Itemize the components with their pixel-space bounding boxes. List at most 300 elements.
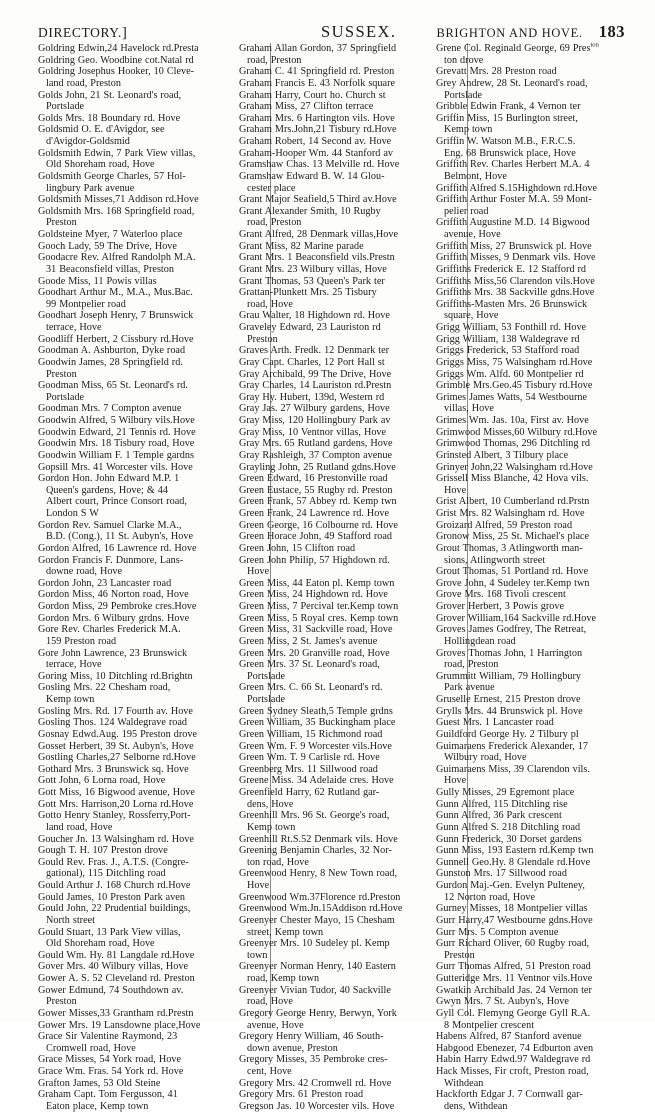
entry-line-cont: Preston: [46, 368, 77, 380]
directory-entry: [239, 485, 426, 497]
entry-line-first: Guest Mrs. 1 Lancaster road: [436, 717, 554, 729]
entry-line-first: Grevatt Mrs. 28 Preston road: [436, 66, 557, 78]
directory-entry: [239, 531, 426, 543]
entry-line-first: Goodliff Herbert, 2 Cissbury rd.Hove: [38, 333, 194, 345]
directory-entry: [239, 43, 426, 66]
directory-entry: [38, 578, 229, 590]
directory-entry: [239, 764, 426, 776]
directory-entry: [436, 1043, 630, 1055]
directory-entry: [38, 729, 229, 741]
directory-entry: [239, 624, 426, 636]
entry-line-first: Greenyer Vivian Tudor, 40 Sackville: [239, 984, 391, 996]
directory-entry: [436, 589, 630, 601]
directory-entry: [38, 1020, 229, 1032]
directory-entry: [436, 613, 630, 625]
entry-line-first: Goring Miss, 10 Ditchling rd.Brightn: [38, 670, 193, 682]
entry-line-first: Gower A. S. 52 Cleveland rd. Preston: [38, 973, 195, 984]
directory-entry: [38, 601, 229, 613]
entry-line-first: Greenberg Mrs. 11 Sillwood road: [239, 763, 378, 775]
entry-line-first: Habgood Ebenezer, 74 Edburton aven: [436, 1042, 594, 1054]
directory-entry: [436, 543, 630, 566]
entry-line-cont: Hove: [247, 880, 270, 891]
directory-entry: [239, 415, 426, 427]
entry-line-first: Gray Charles, 14 Lauriston rd.Prestn: [239, 380, 392, 392]
directory-entry: [436, 462, 630, 474]
entry-line-first: Graham C. 41 Springfield rd. Preston: [239, 66, 395, 78]
directory-entry: [38, 206, 229, 229]
entry-line-cont: road, Preston: [247, 54, 302, 66]
directory-entry: [38, 764, 229, 776]
directory-entry: [239, 1031, 426, 1054]
directory-entry: [436, 438, 630, 450]
directory-entry: [239, 241, 426, 253]
directory-entry: [38, 357, 229, 380]
entry-line-first: Grover William,164 Sackville rd.Hove: [436, 612, 597, 624]
directory-entry: [436, 694, 630, 706]
directory-entry: [38, 787, 229, 799]
entry-line-first: Greene Miss. 34 Adelaide cres. Hove: [239, 775, 394, 787]
entry-line-cont: sions, Atlingworth street: [444, 554, 546, 566]
directory-entry: [436, 810, 630, 822]
entry-line-first: Gray Hy. Hubert, 139d, Western rd: [239, 391, 385, 403]
entry-line-first: Gosling Mrs. Rd. 17 Fourth av. Hove: [38, 705, 193, 717]
directory-entry: [436, 264, 630, 276]
directory-entry: [38, 43, 229, 55]
directory-entry: [436, 671, 630, 694]
directory-entry: [436, 159, 630, 182]
directory-entry: [38, 903, 229, 926]
entry-line-cont: cester place: [247, 182, 296, 194]
entry-line-first: Green Mrs. C. 66 St. Leonard's rd.: [239, 682, 383, 694]
directory-entry: [436, 357, 630, 369]
entry-line-first: Goldsmith Edwin, 7 Park View villas,: [38, 147, 196, 159]
directory-entry: [436, 520, 630, 532]
entry-line-first: Greenhill Rt.S.52 Denmark vils. Hove: [239, 833, 398, 845]
entry-line-first: Griggs Frederick, 53 Stafford road: [436, 345, 580, 357]
entry-line-cont: road, Kemp town: [247, 973, 320, 984]
running-head-center: SUSSEX.: [321, 22, 397, 41]
entry-line-first: Greenyer Chester Mayo, 15 Chesham: [239, 914, 395, 926]
directory-entry: [436, 961, 630, 973]
entry-line-first: Gordon Rev. Samuel Clarke M.A.,: [38, 519, 182, 531]
directory-entry: [239, 276, 426, 288]
entry-line-first: Green Sydney Sleath,5 Temple grdns: [239, 705, 393, 717]
directory-entry: [38, 90, 229, 113]
directory-entry: [436, 508, 630, 520]
entry-line-first: Gutteridge Mrs. 11 Ventnor vils.Hove: [436, 973, 593, 984]
entry-line-cont: Park avenue: [444, 682, 495, 694]
directory-entry: [239, 496, 426, 508]
directory-entry: [436, 1054, 630, 1066]
entry-line-first: Gurney Misses, 18 Montpelier villas: [436, 903, 588, 915]
entry-line-first: Griffith Alfred S.15Highdown rd.Hove: [436, 182, 598, 194]
entry-line-first: Green George, 16 Colbourne rd. Hove: [239, 519, 398, 531]
directory-entry: [38, 252, 229, 275]
entry-line-first: Guimaraens Frederick Alexander, 17: [436, 740, 588, 752]
directory-entry: [436, 973, 630, 985]
directory-entry: [239, 915, 426, 938]
directory-entry: [239, 450, 426, 462]
entry-line-first: Gosling Mrs. 22 Chesham road,: [38, 682, 171, 694]
directory-entry: [239, 892, 426, 904]
directory-entry: [436, 43, 630, 66]
entry-line-cont: 31 Beaconsfield villas, Preston: [46, 263, 175, 275]
directory-entry: [239, 543, 426, 555]
directory-entry: [239, 171, 426, 194]
directory-entry: [436, 996, 630, 1008]
directory-entry: [239, 310, 426, 322]
entry-line-first: Gurr Harry,47 Westbourne gdns.Hove: [436, 914, 593, 926]
directory-entry: [38, 229, 229, 241]
entry-line-first: Gothard Mrs. 3 Brunswick sq. Hove: [38, 763, 189, 775]
entry-line-first: Gordon Miss, 46 Norton road, Hove: [38, 589, 189, 601]
entry-line-first: Gray Mrs. 65 Rutland gardens, Hove: [239, 438, 393, 450]
entry-line-first: Grover Herbert, 3 Powis grove: [436, 601, 565, 612]
entry-line-first: Goode Miss, 11 Powis villas: [38, 275, 157, 287]
directory-entry: [38, 171, 229, 194]
entry-line-cont: town: [247, 949, 268, 961]
entry-line-first: Goodman Miss, 65 St. Leonard's rd.: [38, 380, 188, 392]
directory-entry: [38, 589, 229, 601]
entry-line-first: Gribble Edwin Frank, 4 Vernon ter: [436, 101, 581, 113]
directory-entry: [38, 310, 229, 333]
entry-line-cont: Kemp town: [46, 694, 95, 705]
entry-line-cont: Eng. 68 Brunswick place, Hove: [444, 147, 576, 159]
entry-line-first: Gordon Francis F. Dunmore, Lans-: [38, 554, 184, 566]
directory-entry: [38, 741, 229, 753]
directory-entry: [436, 985, 630, 997]
entry-line-first: Groves Thomas John, 1 Harrington: [436, 647, 583, 659]
entry-line-first: Gurr Richard Oliver, 60 Rugby road,: [436, 938, 590, 950]
directory-columns: [38, 41, 630, 1112]
entry-line-first: Gotto Henry Stanley, Rossferry,Port-: [38, 810, 191, 822]
entry-line-first: Green John, 15 Clifton road: [239, 542, 356, 554]
directory-entry: [239, 403, 426, 415]
directory-entry: [38, 415, 229, 427]
directory-entry: [239, 589, 426, 601]
entry-line-first: Green Wm. T. 9 Carlisle rd. Hove: [239, 752, 380, 764]
directory-entry: [239, 357, 426, 369]
entry-line-first: Gopsill Mrs. 41 Worcester vils. Hove: [38, 461, 193, 473]
directory-entry: [436, 729, 630, 741]
directory-entry: [436, 473, 630, 496]
entry-line-first: Gray Jas. 27 Wilbury gardens, Hove: [239, 403, 390, 415]
entry-line-first: Griffith Misses, 9 Denmark vils. Hove: [436, 252, 596, 264]
directory-entry: [239, 113, 426, 125]
entry-line-first: Gower Mrs. 19 Lansdowne place,Hove: [38, 1019, 201, 1031]
entry-line-first: Gott Mrs. Harrison,20 Lorna rd.Hove: [38, 798, 194, 810]
directory-entry: [38, 462, 229, 474]
directory-entry: [436, 741, 630, 764]
entry-line-first: Goldsmid O. E. d'Avigdor, see: [38, 124, 165, 136]
entry-line-cont: Preston: [46, 217, 77, 229]
entry-line-first: Goodwin Edward, 21 Tennis rd. Hove: [38, 426, 196, 438]
entry-line-first: Griffith Augustine M.D. 14 Bigwood: [436, 217, 590, 229]
entry-line-first: Gott John, 6 Lorna road, Hove: [38, 775, 166, 787]
entry-line-cont: Eaton place, Kemp town: [46, 1100, 149, 1112]
directory-entry: [239, 845, 426, 868]
directory-entry: [436, 1008, 630, 1031]
directory-entry: [436, 764, 630, 787]
entry-line-first: Grace Wm. Fras. 54 York rd. Hove: [38, 1066, 184, 1077]
entry-line-cont: villas, Hove: [444, 403, 494, 415]
entry-line-first: Griggs Miss, 75 Walsingham rd.Hove: [436, 356, 593, 368]
entry-line-first: Goldsteine Myer, 7 Waterloo place: [38, 229, 183, 240]
entry-line-cont: Portslade: [247, 670, 286, 682]
entry-line-first: Gregory George Henry, Berwyn, York: [239, 1007, 397, 1019]
entry-line-first: Gray Miss, 10 Ventnor villas, Hove: [239, 426, 387, 438]
entry-line-cont: land road, Preston: [46, 77, 122, 89]
directory-entry: [38, 1078, 229, 1090]
directory-entry: [38, 427, 229, 439]
entry-line-first: Goodman Mrs. 7 Compton avenue: [38, 403, 182, 415]
directory-entry: [436, 101, 630, 113]
page-number: 183: [598, 22, 625, 41]
directory-entry: [38, 543, 229, 555]
entry-line-first: Grove John, 4 Sudeley ter.Kemp twn: [436, 577, 590, 589]
directory-entry: [436, 217, 630, 240]
entry-line-first: Greening Benjamin Charles, 32 Nor-: [239, 845, 392, 857]
entry-line-cont: downe road, Hove: [46, 566, 123, 578]
directory-entry: [38, 555, 229, 578]
entry-line-first: Grayling John, 25 Rutland gdns.Hove: [239, 461, 396, 473]
entry-line-cont: road, Preston: [247, 217, 302, 229]
entry-line-first: Gover Mrs. 40 Wilbury villas, Hove: [38, 961, 189, 973]
entry-line-first: Goodwin James, 28 Springfield rd.: [38, 356, 183, 368]
entry-line-first: Goodwin Alfred, 5 Wilbury vils.Hove: [38, 415, 195, 426]
entry-line-cont: Portslade: [247, 694, 286, 705]
directory-entry: [38, 438, 229, 450]
directory-entry: [436, 1089, 630, 1112]
directory-entry: [38, 113, 229, 125]
entry-line-first: Greenwood Henry, 8 New Town road,: [239, 868, 398, 880]
directory-entry: [436, 938, 630, 961]
entry-line-first: Graham Miss, 27 Clifton terrace: [239, 101, 374, 113]
directory-entry: [38, 1089, 229, 1112]
directory-entry: [239, 369, 426, 381]
directory-entry: [38, 55, 229, 67]
directory-entry: [436, 1066, 630, 1089]
directory-entry: [239, 729, 426, 741]
entry-line-first: Gostling Charles,27 Selborne rd.Hove: [38, 752, 196, 764]
entry-line-first: Goldsmith Mrs. 168 Springfield road,: [38, 205, 195, 217]
entry-line-first: Grant Mrs. 1 Beaconsfield vils.Prestn: [239, 252, 395, 264]
directory-entry: [38, 276, 229, 288]
directory-entry: [38, 194, 229, 206]
entry-line-first: Greenyer Mrs. 10 Sudeley pl. Kemp: [239, 938, 390, 950]
entry-line-first: Gooch Lady, 59 The Drive, Hove: [38, 240, 177, 252]
directory-entry: [239, 438, 426, 450]
directory-entry: [436, 927, 630, 939]
directory-entry: [239, 148, 426, 160]
entry-line-cont: Portslade: [46, 101, 85, 113]
entry-line-cont: Old Shoreham road, Hove: [46, 938, 155, 950]
entry-line-first: Green Frank, 57 Abbey rd. Kemp twn: [239, 496, 397, 508]
entry-line-cont: 159 Preston road: [46, 635, 117, 647]
directory-entry: [239, 136, 426, 148]
directory-entry: [239, 985, 426, 1008]
entry-line-first: Green Miss, 7 Percival ter.Kemp town: [239, 601, 399, 612]
entry-line-first: Gunn Alfred, 115 Ditchling rise: [436, 798, 568, 810]
entry-line-first: Grummitt William, 79 Hollingbury: [436, 670, 581, 682]
entry-line-first: Guimaraens Miss, 39 Clarendon vils.: [436, 763, 590, 775]
running-head-right-group: [436, 22, 625, 42]
directory-entry: [38, 334, 229, 346]
directory-entry: [239, 834, 426, 846]
directory-entry: [239, 636, 426, 648]
entry-line-first: Gould Arthur J. 168 Church rd.Hove: [38, 880, 191, 891]
directory-column-3: [432, 41, 630, 1112]
directory-entry: [436, 450, 630, 462]
directory-entry: [436, 299, 630, 322]
directory-entry: [436, 78, 630, 101]
directory-entry: [239, 78, 426, 90]
running-head-left-label: DIRECTORY.: [38, 25, 122, 40]
entry-line-cont: cent, Hove: [247, 1066, 292, 1077]
entry-line-first: Graham Allan Gordon, 37 Springfield: [239, 43, 397, 54]
directory-entry: [38, 880, 229, 892]
running-head: [38, 22, 625, 42]
entry-line-cont: London S W: [46, 508, 99, 519]
directory-entry: [239, 252, 426, 264]
entry-line-first: Grimble Mrs.Geo.45 Tisbury rd.Hove: [436, 380, 593, 392]
entry-line-first: Graham Harry, Court ho. Church st: [239, 89, 386, 101]
directory-entry: [239, 752, 426, 764]
entry-line-first: Gurdon Maj.-Gen. Evelyn Pulteney,: [436, 880, 585, 891]
directory-entry: [38, 671, 229, 683]
entry-line-first: Green William, 35 Buckingham place: [239, 717, 396, 729]
directory-entry: [239, 682, 426, 705]
entry-line-first: Green Wm. F. 9 Worcester vils.Hove: [239, 740, 392, 752]
directory-entry: [436, 136, 630, 159]
directory-entry: [38, 799, 229, 811]
directory-entry: [239, 159, 426, 171]
directory-entry: [239, 101, 426, 113]
entry-line-first: Gosset Herbert, 39 St. Aubyn's, Hove: [38, 740, 194, 752]
directory-entry: [436, 834, 630, 846]
entry-line-first: Gosnay Edwd.Aug. 195 Preston drove: [38, 728, 198, 740]
directory-entry: [436, 903, 630, 915]
directory-entry: [38, 473, 229, 520]
entry-line-first: Gordon Alfred, 16 Lawrence rd. Hove: [38, 542, 197, 554]
entry-line-cont: Hollingdean road: [444, 635, 516, 647]
entry-line-first: Gully Misses, 29 Egremont place: [436, 787, 575, 798]
directory-entry: [38, 450, 229, 462]
running-head-right-label: BRIGHTON AND HOVE.: [436, 26, 583, 40]
entry-line-first: Grissell Miss Blanche, 42 Hova vils.: [436, 473, 589, 485]
entry-line-first: Griffiths-Masten Mrs. 26 Brunswick: [436, 298, 588, 310]
entry-line-first: Green Miss, 24 Highdown rd. Hove: [239, 589, 388, 601]
directory-entry: [436, 496, 630, 508]
directory-entry: [38, 1031, 229, 1054]
directory-column-2: [235, 43, 432, 1112]
entry-line-cont: road, Preston: [444, 659, 499, 671]
directory-entry: [38, 624, 229, 647]
directory-entry: [436, 857, 630, 869]
directory-entry: [38, 380, 229, 403]
directory-entry: [38, 973, 229, 985]
directory-entry: [436, 845, 630, 857]
entry-line-first: Grimwood Thomas, 296 Ditchling rd: [436, 438, 591, 450]
entry-line-first: Gould John, 22 Prudential buildings,: [38, 903, 191, 915]
directory-entry: [239, 613, 426, 625]
entry-line-first: Gore John Lawrence, 23 Brunswick: [38, 647, 188, 659]
directory-entry: [38, 706, 229, 718]
entry-line-first: Graves Arth. Fredk. 12 Denmark ter: [239, 345, 390, 357]
directory-entry: [38, 520, 229, 543]
directory-entry: [239, 601, 426, 613]
directory-entry: [38, 950, 229, 962]
entry-line-first: Green Edward, 16 Prestonville road: [239, 473, 388, 485]
entry-line-cont: Preston: [444, 949, 475, 961]
directory-entry: [436, 566, 630, 578]
directory-entry: [38, 1054, 229, 1066]
entry-line-first: Gould James, 10 Preston Park aven: [38, 891, 185, 903]
entry-line-first: Graham-Hooper Wm. 44 Stanford av: [239, 147, 393, 159]
entry-line-cont: Withdean: [444, 1077, 484, 1089]
directory-entry: [436, 1031, 630, 1043]
entry-line-first: Gunn Alfred, 36 Park crescent: [436, 810, 562, 822]
entry-line-cont: Portslade: [444, 89, 483, 101]
entry-line-cont: Cromwell road, Hove: [46, 1042, 136, 1054]
entry-line-cont: ton road, Hove: [247, 856, 309, 868]
directory-entry: [239, 345, 426, 357]
entry-line-first: Goodwin Mrs. 18 Tisbury road, Hove: [38, 438, 195, 450]
entry-line-first: Grace Sir Valentine Raymond, 23: [38, 1031, 178, 1043]
directory-entry: [436, 380, 630, 392]
entry-line-first: Green Frank, 24 Lawrence rd. Hove: [239, 508, 390, 519]
entry-line-first: Goldsmith George Charles, 57 Hol-: [38, 170, 186, 182]
entry-line-cont: road, Hove: [247, 298, 293, 310]
entry-line-first: Green Eustace, 55 Rugby rd. Preston: [239, 484, 393, 496]
entry-line-first: Grau Walter, 18 Highdown rd. Hove: [239, 310, 390, 322]
entry-line-first: Grant Mrs. 23 Wilbury villas, Hove: [239, 263, 387, 275]
entry-line-first: Green John Philip, 57 Highdown rd.: [239, 554, 390, 566]
entry-line-first: Greenwood Wm.37Florence rd.Preston: [239, 891, 401, 903]
entry-line-first: Goldring Geo. Woodbine cot.Natal rd: [38, 54, 194, 66]
directory-entry: [38, 834, 229, 846]
directory-entry: [239, 380, 426, 392]
entry-line-first: Gunnell Geo.Hy. 8 Glendale rd.Hove: [436, 856, 591, 868]
directory-entry: [436, 578, 630, 590]
entry-line-first: Grigg William, 53 Fonthill rd. Hove: [436, 322, 587, 333]
directory-entry: [436, 334, 630, 346]
entry-line-first: Grigg William, 138 Waldegrave rd: [436, 333, 580, 345]
entry-line-first: Gronow Miss, 25 St. Michael's place: [436, 531, 590, 543]
entry-line-first: Green Horace John, 49 Stafford road: [239, 531, 393, 543]
directory-entry: [38, 752, 229, 764]
directory-entry: [239, 287, 426, 310]
entry-line-cont: Albert court, Prince Consort road,: [46, 496, 187, 508]
entry-line-first: Gordon John, 23 Lancaster road: [38, 577, 172, 589]
directory-entry: [436, 799, 630, 811]
entry-line-first: Griffiths Frederick E. 12 Stafford rd: [436, 263, 587, 275]
directory-entry: [436, 427, 630, 439]
entry-line-first: Gott Miss, 16 Bigwood avenue, Hove: [38, 787, 195, 798]
directory-entry: [239, 508, 426, 520]
directory-entry: [239, 903, 426, 915]
directory-entry: [38, 892, 229, 904]
entry-line-first: Greenyer Norman Henry, 140 Eastern: [239, 961, 396, 973]
entry-line-cont: North street: [46, 914, 96, 926]
directory-entry: [239, 775, 426, 787]
entry-line-first: Griggs Wm. Alfd. 60 Montpelier rd: [436, 368, 584, 380]
entry-line-first: Griffin W. Watson M.B., F.R.C.S.: [436, 136, 576, 147]
entry-line-first: Gould Stuart, 13 Park View villas,: [38, 926, 181, 938]
entry-line-first: Gray Archibald, 99 The Drive, Hove: [239, 368, 392, 380]
directory-entry: [38, 927, 229, 950]
entry-line-first: Griffiths Miss,56 Clarendon vils.Hove: [436, 275, 595, 287]
